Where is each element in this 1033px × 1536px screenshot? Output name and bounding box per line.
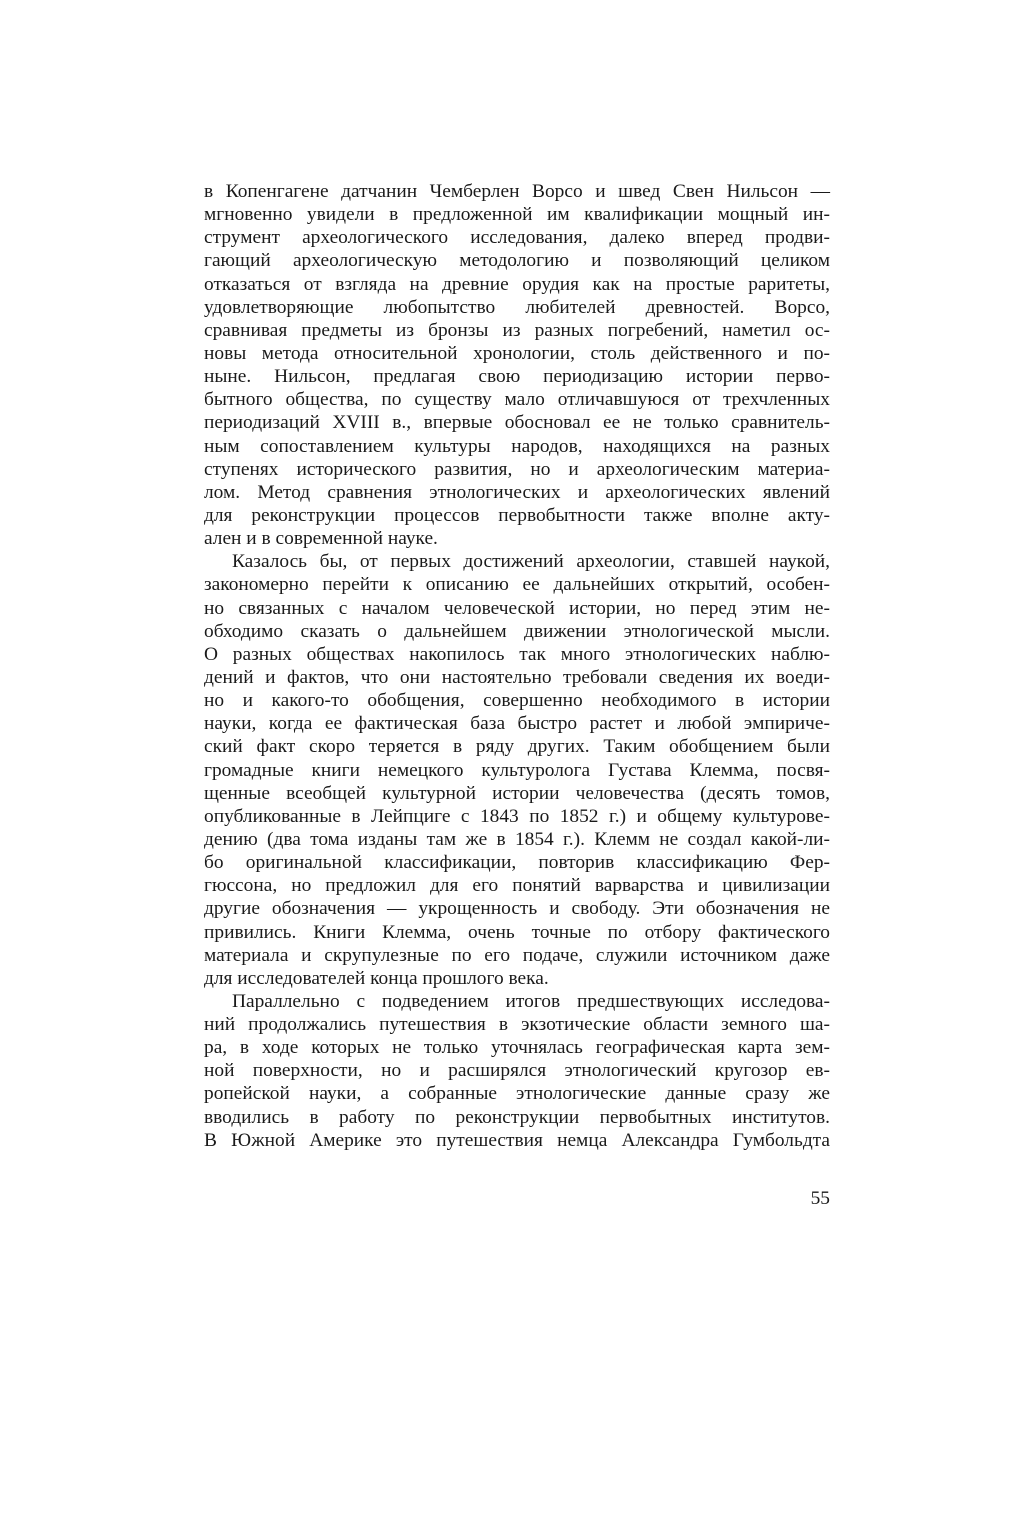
text-line: опубликованные в Лейпциге с 1843 по 1852 г.) и общему культурове-: [204, 805, 830, 827]
text-line: ний продолжались путешествия в экзотические области земного ша-: [204, 1014, 830, 1036]
text-line: дений и фактов, что они настоятельно требовали сведения их воеди-: [204, 666, 830, 688]
text-line: Параллельно с подведением итогов предшествующих исследова-: [232, 990, 830, 1012]
text-line: ной поверхности, но и расширялся этнологический кругозор ев-: [204, 1060, 830, 1082]
paragraph: [204, 550, 830, 990]
text-line: бытного общества, по существу мало отличавшуюся от трехчленных: [204, 389, 830, 411]
text-line: материала и скрупулезные по его подаче, служили источником даже: [204, 944, 830, 966]
paragraph: [204, 180, 830, 550]
text-line: ныне. Нильсон, предлагая свою периодизацию истории перво-: [204, 366, 830, 388]
text-line: привились. Книги Клемма, очень точные по отбору фактического: [204, 921, 830, 943]
text-line: ский факт скоро теряется в ряду других. Таким обобщением были: [204, 736, 830, 758]
text-line: отказаться от взгляда на древние орудия как на простые раритеты,: [204, 273, 830, 295]
text-line: для исследователей конца прошлого века.: [204, 967, 549, 989]
text-line: но связанных с началом человеческой истории, но перед этим не-: [204, 597, 830, 619]
text-line: науки, когда ее фактическая база быстро растет и любой эмпириче-: [204, 713, 830, 735]
text-line: Казалось бы, от первых достижений археологии, ставшей наукой,: [232, 551, 830, 573]
text-line: гюссона, но предложил для его понятий варварства и цивилизации: [204, 875, 830, 897]
text-line: сравнивая предметы из бронзы из разных погребений, наметил ос-: [204, 319, 830, 341]
text-line: ра, в ходе которых не только уточнялась географическая карта зем-: [204, 1037, 830, 1059]
text-line: вводились в работу по реконструкции первобытных институтов.: [204, 1106, 830, 1128]
text-line: мгновенно увидели в предложенной им квалификации мощный ин-: [204, 204, 830, 226]
text-line: для реконструкции процессов первобытности также вполне акту-: [204, 504, 830, 526]
text-line: закономерно перейти к описанию ее дальнейших открытий, особен-: [204, 574, 830, 596]
text-line: в Копенгагене датчанин Чемберлен Ворсо и швед Свен Нильсон —: [204, 181, 830, 202]
text-line: дению (два тома изданы там же в 1854 г.). Клемм не создал какой-ли-: [204, 828, 830, 850]
text-line: обходимо сказать о дальнейшем движении этнологической мысли.: [204, 620, 830, 642]
text-line: периодизаций XVIII в., впервые обосновал ее не только сравнитель-: [204, 412, 830, 434]
text-line: удовлетворяющие любопытство любителей древностей. Ворсо,: [204, 296, 830, 318]
paragraph: [204, 990, 830, 1152]
text-line: бо оригинальной классификации, повторив классификацию Фер-: [204, 852, 830, 874]
text-line: но и какого-то обобщения, совершенно необходимого в истории: [204, 690, 830, 712]
text-line: громадные книги немецкого культуролога Густава Клемма, посвя-: [204, 759, 830, 781]
page-body: [204, 180, 830, 1152]
text-line: гающий археологическую методологию и позволяющий целиком: [204, 250, 830, 272]
text-line: щенные всеобщей культурной истории человечества (десять томов,: [204, 782, 830, 804]
text-line: новы метода относительной хронологии, столь действенного и по-: [204, 342, 830, 364]
text-line: ален и в современной науке.: [204, 528, 438, 550]
text-line: струмент археологического исследования, далеко вперед продви-: [204, 227, 830, 249]
text-line: лом. Метод сравнения этнологических и археологических явлений: [204, 481, 830, 503]
text-line: В Южной Америке это путешествия немца Александра Гумбольдта: [204, 1129, 830, 1151]
text-line: ропейской науки, а собранные этнологические данные сразу же: [204, 1083, 830, 1105]
text-line: О разных обществах накопилось так много этнологических наблю-: [204, 643, 830, 665]
text-line: ступенях исторического развития, но и археологическим материа-: [204, 458, 830, 480]
page-number: 55: [810, 1188, 830, 1209]
text-line: другие обозначения — укрощенность и свободу. Эти обозначения не: [204, 898, 830, 920]
text-line: ным сопоставлением культуры народов, находящихся на разных: [204, 435, 830, 457]
